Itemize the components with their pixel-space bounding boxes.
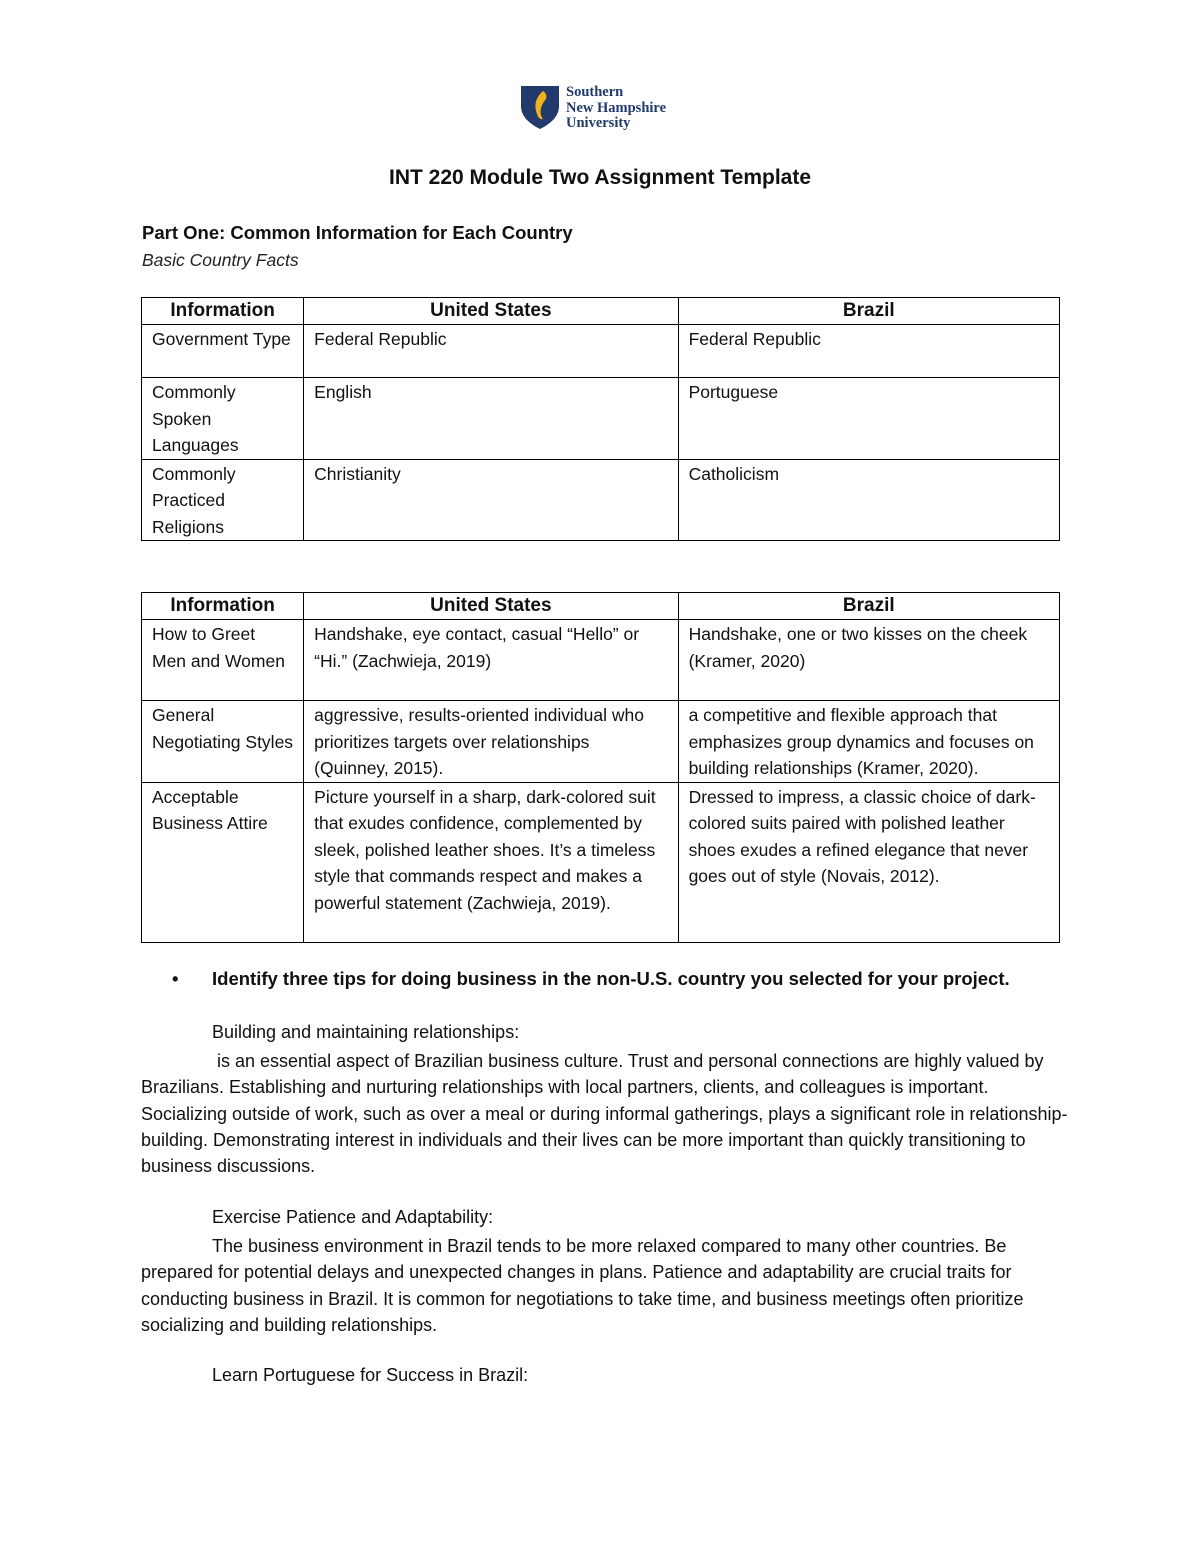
table-row bbox=[142, 325, 1060, 378]
column-header-united-states: United States bbox=[304, 593, 678, 620]
table-header-row bbox=[142, 593, 1060, 620]
basic-facts-table bbox=[141, 297, 1060, 541]
us-cell: Federal Republic bbox=[304, 325, 678, 378]
university-name bbox=[566, 85, 666, 132]
row-label: General Negotiating Styles bbox=[142, 701, 304, 783]
brazil-cell: a competitive and flexible approach that emphasizes group dynamics and focuses on building relationships (Kramer, 2020). bbox=[678, 701, 1059, 783]
logo-line-3: University bbox=[566, 115, 631, 131]
basic-country-facts-subheading: Basic Country Facts bbox=[142, 250, 299, 270]
column-header-information: Information bbox=[142, 593, 304, 620]
row-label: Commonly Practiced Religions bbox=[142, 459, 304, 541]
table-header-row bbox=[142, 298, 1060, 325]
tip-3-heading: Learn Portuguese for Success in Brazil: bbox=[212, 1365, 529, 1385]
part-one-heading: Part One: Common Information for Each Country bbox=[142, 222, 573, 243]
university-logo bbox=[520, 84, 666, 132]
table-row bbox=[142, 701, 1060, 783]
table-row bbox=[142, 620, 1060, 701]
tip-1-body bbox=[141, 1048, 1071, 1179]
university-shield-icon bbox=[520, 84, 560, 130]
column-header-information: Information bbox=[142, 298, 304, 325]
tip-2-body bbox=[141, 1233, 1071, 1338]
row-label: How to Greet Men and Women bbox=[142, 620, 304, 701]
column-header-brazil: Brazil bbox=[678, 593, 1059, 620]
brazil-cell: Dressed to impress, a classic choice of dark-colored suits paired with polished leather shoes exudes a refined elegance that never goes out of style (Novais, 2012). bbox=[678, 782, 1059, 942]
prompt-text: Identify three tips for doing business in the non-U.S. country you selected for your project. bbox=[212, 968, 1010, 989]
row-label: Commonly Spoken Languages bbox=[142, 378, 304, 460]
tip-2-heading: Exercise Patience and Adaptability: bbox=[212, 1207, 494, 1227]
tip-1-heading: Building and maintaining relationships: bbox=[212, 1022, 520, 1042]
us-cell: Picture yourself in a sharp, dark-colored suit that exudes confidence, complemented by sleek, polished leather shoes. It’s a timeless style that commands respect and makes a powerful statement (Zachwieja, 2019). bbox=[304, 782, 678, 942]
brazil-cell: Portuguese bbox=[678, 378, 1059, 460]
us-cell: English bbox=[304, 378, 678, 460]
brazil-cell: Federal Republic bbox=[678, 325, 1059, 378]
us-cell: Christianity bbox=[304, 459, 678, 541]
table-row bbox=[142, 782, 1060, 942]
row-label: Acceptable Business Attire bbox=[142, 782, 304, 942]
table-row bbox=[142, 459, 1060, 541]
tip-2-text: The business environment in Brazil tends to be more relaxed compared to many other countries. Be prepared for potential delays and unexpected changes in plans. Patience and adaptability are crucial traits for conducting business in Brazil. It is common for negotiations to take time, and business meetings often prioritize socializing and building relationships. bbox=[141, 1236, 1024, 1335]
logo-line-1: Southern bbox=[566, 84, 624, 100]
us-cell: Handshake, eye contact, casual “Hello” or “Hi.” (Zachwieja, 2019) bbox=[304, 620, 678, 701]
brazil-cell: Catholicism bbox=[678, 459, 1059, 541]
column-header-brazil: Brazil bbox=[678, 298, 1059, 325]
table-row bbox=[142, 378, 1060, 460]
us-cell: aggressive, results-oriented individual who prioritizes targets over relationships (Quinney, 2015). bbox=[304, 701, 678, 783]
logo-line-2: New Hampshire bbox=[566, 99, 667, 116]
bullet-symbol: • bbox=[172, 968, 179, 989]
business-etiquette-table bbox=[141, 592, 1060, 943]
column-header-united-states: United States bbox=[304, 298, 678, 325]
document-title: INT 220 Module Two Assignment Template bbox=[389, 166, 811, 189]
row-label: Government Type bbox=[142, 325, 304, 378]
brazil-cell: Handshake, one or two kisses on the cheek (Kramer, 2020) bbox=[678, 620, 1059, 701]
assignment-prompt bbox=[172, 968, 1010, 990]
tip-1-text: is an essential aspect of Brazilian business culture. Trust and personal connections are highly valued by Brazilians. Establishing and nurturing relationships with local partners, clients, and colleagues is important. Socializing outside of work, such as over a meal or during informal gatherings, plays a significant role in relationship-building. Demonstrating interest in individuals and their lives can be more important than quickly transitioning to business discussions. bbox=[141, 1051, 1068, 1177]
